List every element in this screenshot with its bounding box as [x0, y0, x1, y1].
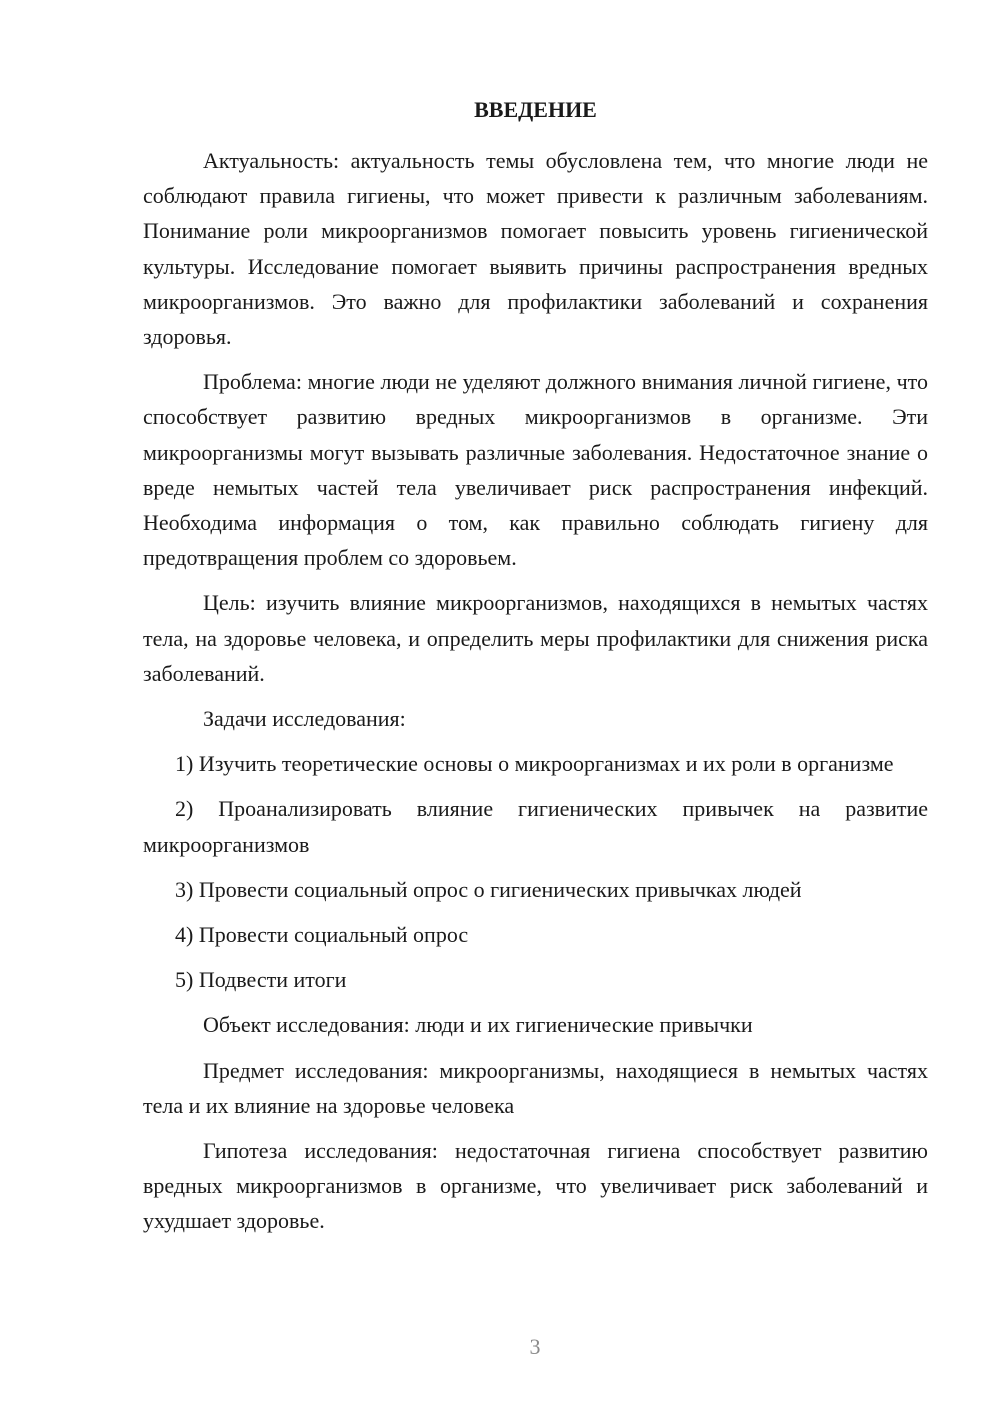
paragraph-relevance: Актуальность: актуальность темы обусловлена тем, что многие люди не соблюдают правила гигиены, что может привести к различным заболеваниям. Понимание роли микроорганизмов помогает повысить уровень гигиенической культуры. Исследование помогает выявить причины распространения вредных микроорганизмов. Это важно для профилактики заболеваний и сохранения здоровья.	[143, 148, 928, 350]
task-item-3: 3) Провести социальный опрос о гигиенических привычках людей	[175, 876, 802, 902]
section-title: ВВЕДЕНИЕ	[474, 97, 597, 122]
task-item-2: 2) Проанализировать влияние гигиенических привычек на развитие микроорганизмов	[143, 796, 928, 857]
document-page	[143, 94, 928, 1239]
paragraph-hypothesis: Гипотеза исследования: недостаточная гигиена способствует развитию вредных микроорганизмов в организме, что увеличивает риск заболеваний и ухудшает здоровье.	[143, 1138, 928, 1234]
task-item-5: 5) Подвести итоги	[175, 967, 347, 993]
tasks-list	[143, 746, 928, 997]
page-number: 3	[529, 1334, 541, 1359]
task-item-1: 1) Изучить теоретические основы о микроорганизмах и их роли в организме	[175, 751, 894, 777]
paragraph-goal: Цель: изучить влияние микроорганизмов, находящихся в немытых частях тела, на здоровье человека, и определить меры профилактики для снижения риска заболеваний.	[143, 590, 928, 686]
task-item-4: 4) Провести социальный опрос	[175, 922, 469, 948]
paragraph-problem: Проблема: многие люди не уделяют должного внимания личной гигиене, что способствует развитию вредных микроорганизмов в организме. Эти микроорганизмы могут вызывать различные заболевания. Недостаточное знание о вреде немытых частей тела увеличивает риск распространения инфекций. Необходима информация о том, как правильно соблюдать гигиену для предотвращения проблем со здоровьем.	[143, 369, 928, 571]
paragraph-subject: Предмет исследования: микроорганизмы, находящиеся в немытых частях тела и их влияние на здоровье человека	[143, 1057, 928, 1118]
paragraph-object: Объект исследования: люди и их гигиенические привычки	[203, 1012, 753, 1038]
tasks-heading: Задачи исследования:	[203, 706, 406, 732]
